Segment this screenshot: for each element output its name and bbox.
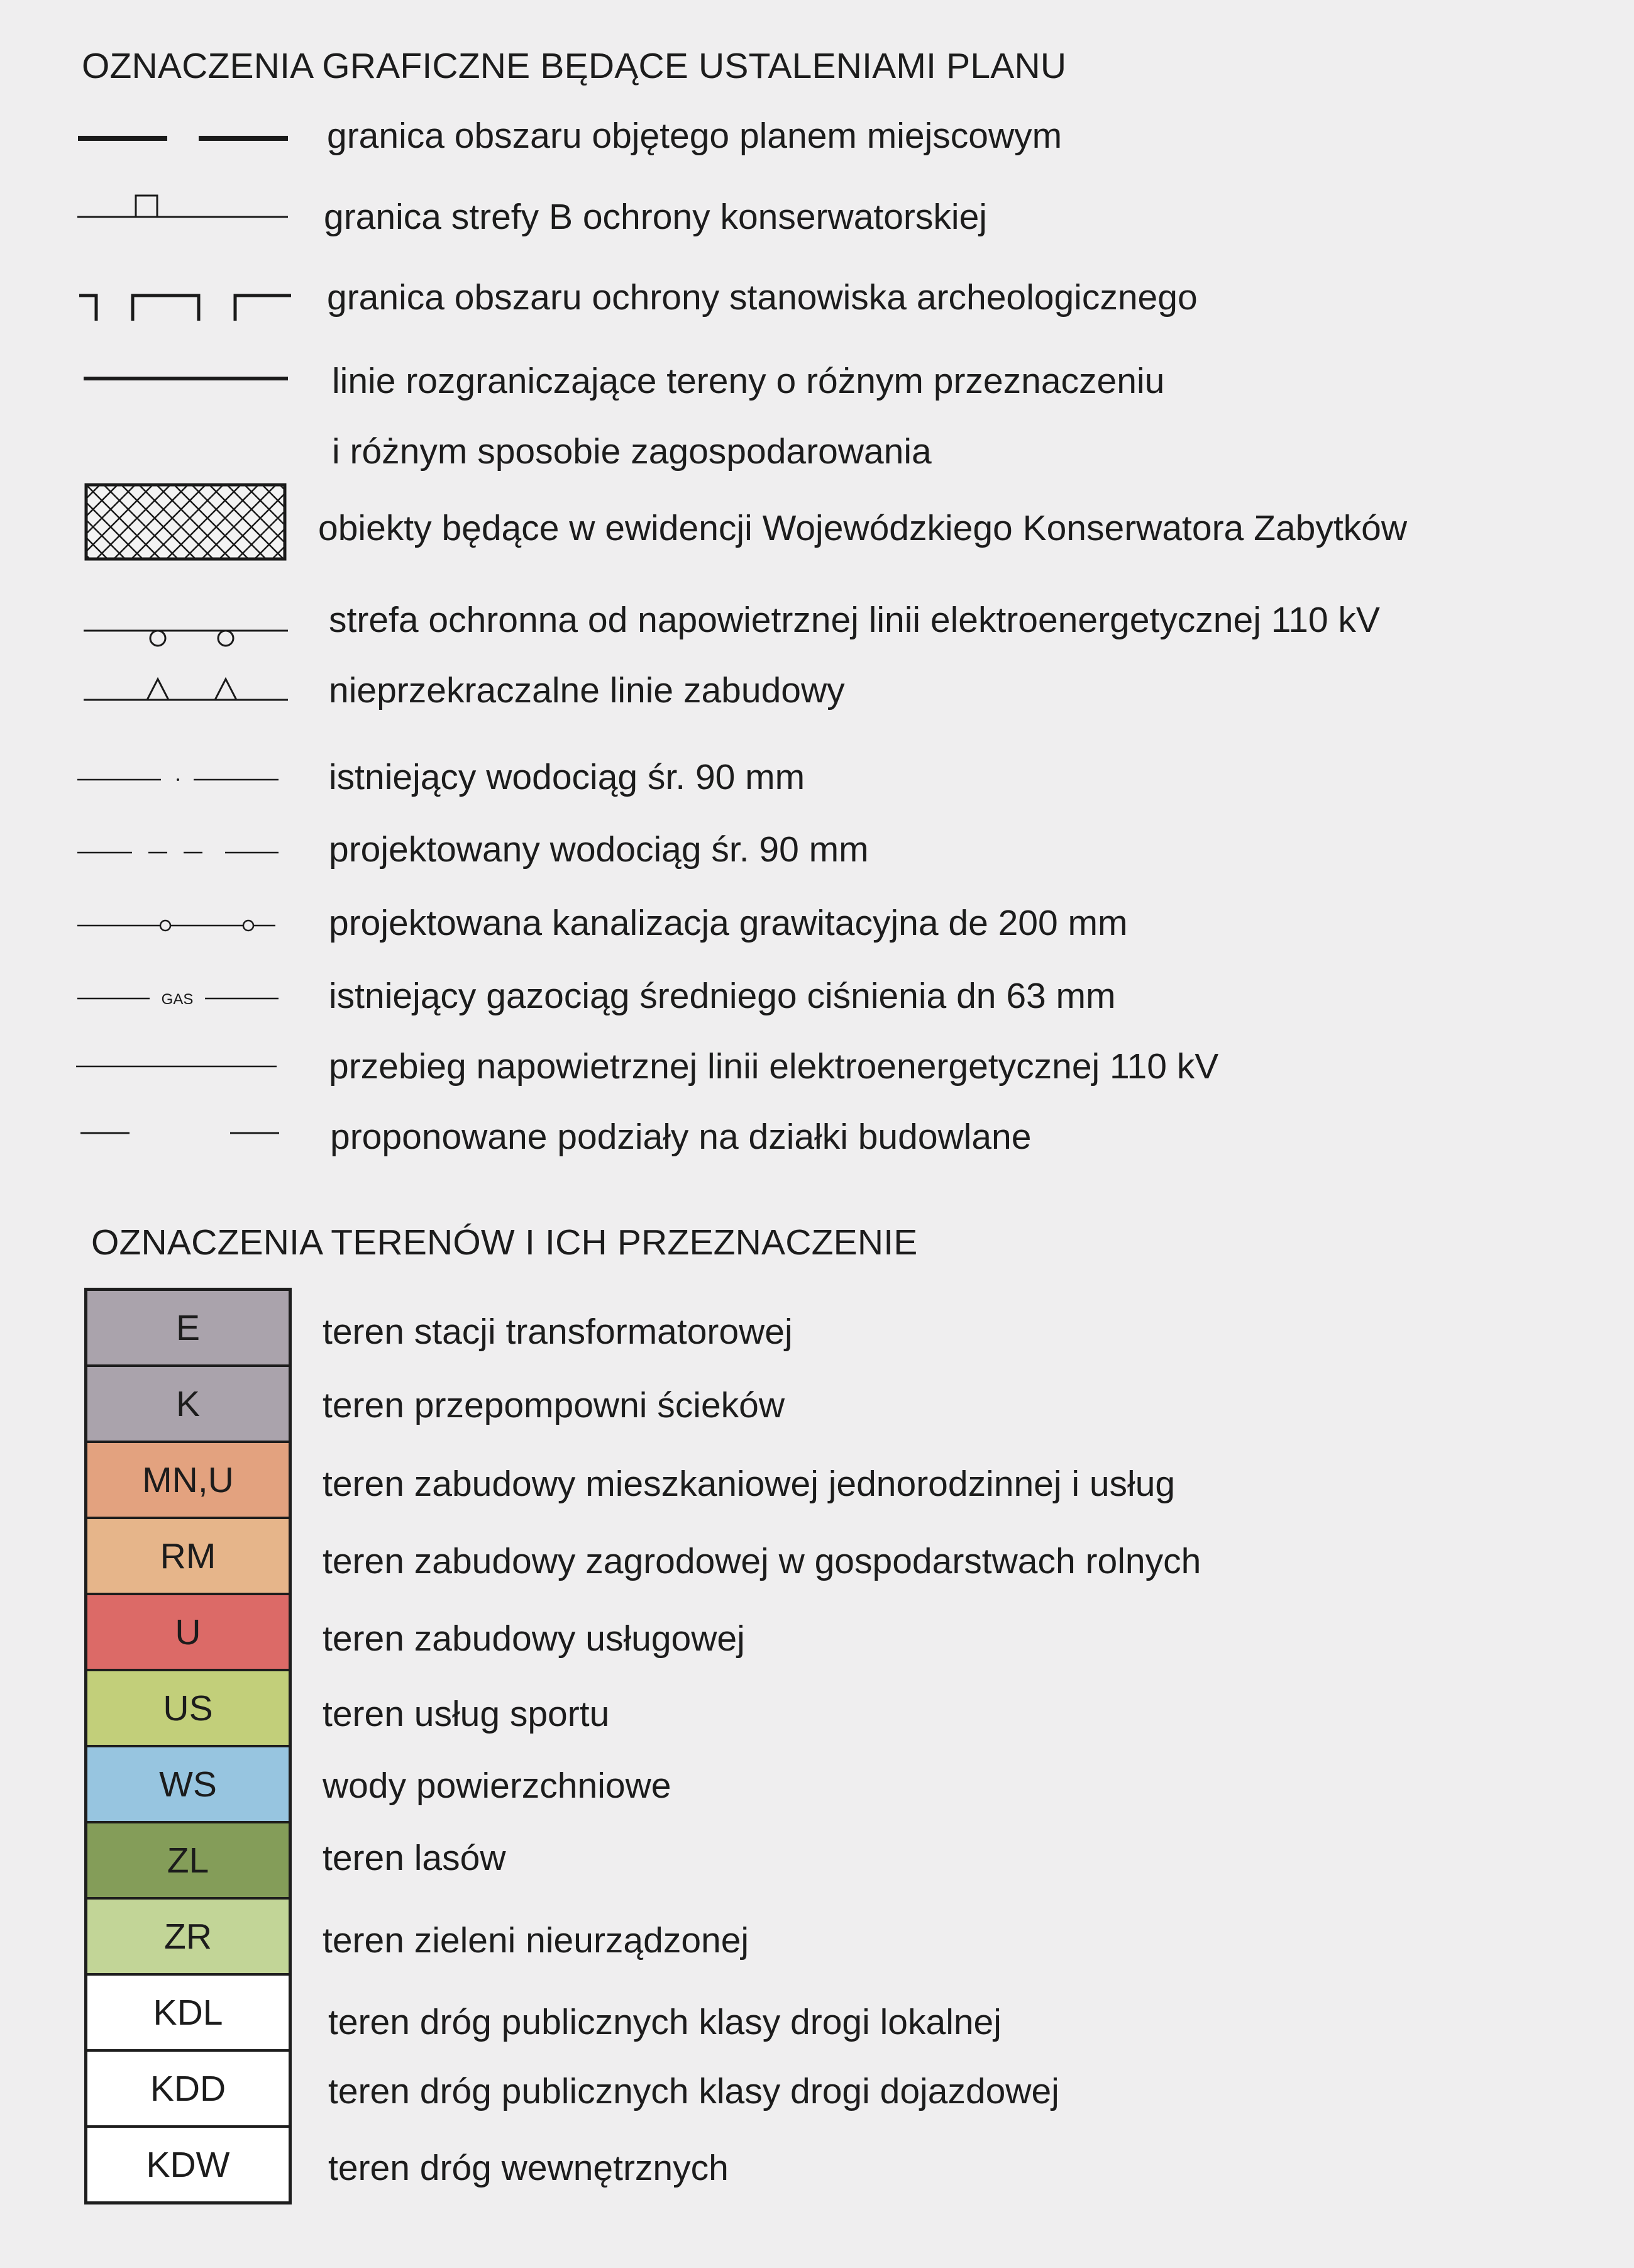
dashed-line-icon	[74, 821, 294, 884]
legend-label-9: projektowany wodociąg śr. 90 mm	[329, 829, 869, 870]
thick-dashed-line-icon	[74, 107, 294, 170]
dash-dot-line-icon	[74, 748, 294, 811]
legend-label-4b: i różnym sposobie zagospodarowania	[332, 431, 932, 472]
section-graphic-title: OZNACZENIA GRAFICZNE BĘDĄCE USTALENIAMI PLANU	[82, 46, 1067, 86]
legend-label-3: granica obszaru ochrony stanowiska archeologicznego	[327, 277, 1198, 318]
zone-label-zl: teren lasów	[323, 1838, 506, 1878]
zone-swatch-us: US	[87, 1671, 289, 1747]
legend-label-7: nieprzekraczalne linie zabudowy	[329, 670, 845, 711]
split-dash-icon	[74, 1102, 294, 1164]
zone-label-e: teren stacji transformatorowej	[323, 1312, 793, 1352]
line-with-circles-icon	[74, 600, 294, 663]
line-with-square-icon	[74, 185, 294, 248]
legend-label-2: granica strefy B ochrony konserwatorskiej	[324, 197, 987, 237]
zone-swatch-ws: WS	[87, 1747, 289, 1823]
zone-label-mnu: teren zabudowy mieszkaniowej jednorodzinnej i usług	[323, 1464, 1176, 1504]
line-with-small-circles-icon	[74, 894, 294, 957]
zone-swatch-zl: ZL	[87, 1823, 289, 1900]
zone-label-u: teren zabudowy usługowej	[323, 1618, 745, 1659]
zone-swatch-kdd: KDD	[87, 2052, 289, 2128]
crosshatch-box-icon	[84, 483, 287, 561]
bracket-line-icon	[74, 270, 294, 333]
zone-swatch-kdw: KDW	[87, 2128, 289, 2201]
zone-swatch-u: U	[87, 1595, 289, 1671]
section-zones-title: OZNACZENIA TERENÓW I ICH PRZEZNACZENIE	[91, 1222, 918, 1263]
thin-line-icon	[74, 1035, 294, 1098]
zone-label-kdw: teren dróg wewnętrznych	[328, 2148, 729, 2188]
legend-label-5: obiekty będące w ewidencji Wojewódzkiego Konserwatora Zabytków	[318, 508, 1408, 548]
zone-label-ws: wody powierzchniowe	[323, 1766, 671, 1806]
solid-line-icon	[74, 348, 294, 411]
zone-swatch-mnu: MN,U	[87, 1443, 289, 1519]
legend-label-11: istniejący gazociąg średniego ciśnienia dn 63 mm	[329, 976, 1116, 1016]
zone-swatch-e: E	[87, 1291, 289, 1367]
legend-label-8: istniejący wodociąg śr. 90 mm	[329, 757, 805, 797]
zone-swatch-k: K	[87, 1367, 289, 1443]
legend-label-12: przebieg napowietrznej linii elektroenergetycznej 110 kV	[329, 1046, 1219, 1087]
zone-label-us: teren usług sportu	[323, 1694, 610, 1734]
zone-label-kdd: teren dróg publicznych klasy drogi dojazdowej	[328, 2071, 1059, 2111]
zone-label-k: teren przepompowni ścieków	[323, 1385, 785, 1425]
zone-label-zr: teren zieleni nieurządzonej	[323, 1920, 749, 1961]
zone-label-rm: teren zabudowy zagrodowej w gospodarstwach rolnych	[323, 1541, 1201, 1581]
zone-swatch-zr: ZR	[87, 1900, 289, 1976]
legend-label-13: proponowane podziały na działki budowlane	[330, 1117, 1032, 1157]
legend-label-10: projektowana kanalizacja grawitacyjna de 200 mm	[329, 903, 1128, 943]
zone-swatch-rm: RM	[87, 1519, 289, 1595]
zone-label-kdl: teren dróg publicznych klasy drogi lokalnej	[328, 2002, 1002, 2042]
legend-label-6: strefa ochronna od napowietrznej linii elektroenergetycznej 110 kV	[329, 600, 1380, 640]
legend-label-1: granica obszaru objętego planem miejscowym	[327, 116, 1063, 156]
zone-swatch-column	[84, 1288, 292, 2204]
legend-label-4: linie rozgraniczające tereny o różnym przeznaczeniu	[332, 361, 1165, 401]
zone-swatch-kdl: KDL	[87, 1976, 289, 2052]
line-with-triangles-icon	[74, 667, 294, 729]
gas-symbol-text: GAS	[161, 991, 194, 1008]
gas-line-icon	[74, 967, 294, 1030]
